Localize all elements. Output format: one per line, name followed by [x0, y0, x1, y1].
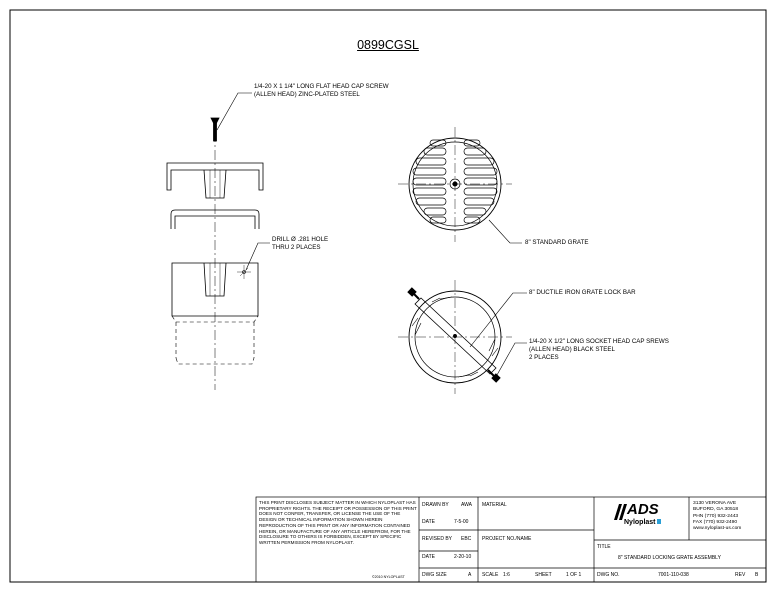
phone-line: PHN (770) 932-2443 — [693, 513, 739, 519]
title-label: TITLE — [597, 544, 611, 550]
nyloplast-logo-mark — [657, 519, 661, 524]
lock-bar-plan-view — [398, 280, 527, 394]
revised-by-value: EBC — [461, 536, 472, 542]
nyloplast-logo-name: Nyloplast — [624, 519, 656, 526]
grate-callout: 8" STANDARD GRATE — [525, 239, 589, 246]
socket-screw-callout — [529, 338, 669, 362]
material-label: MATERIAL — [482, 502, 507, 508]
sheet-value: 1 OF 1 — [566, 572, 582, 578]
ads-logo-mark — [614, 504, 627, 520]
company-address — [693, 501, 741, 532]
drawn-by-label: DRAWN BY — [422, 502, 449, 508]
grate-plan-view — [398, 127, 522, 243]
screw-callout-line2: (ALLEN HEAD) ZINC-PLATED STEEL — [254, 91, 360, 98]
fax-line: FAX (770) 932-2490 — [693, 519, 738, 525]
screw-callout-line1: 1/4-20 X 1 1/4" LONG FLAT HEAD CAP SCREW — [254, 83, 389, 90]
date2-label: DATE — [422, 554, 435, 560]
socket-callout-line3: 2 PLACES — [529, 354, 559, 361]
lock-bar-leader — [470, 293, 527, 347]
body-side — [172, 243, 270, 364]
nyloplast-logo-text — [624, 519, 661, 527]
socket-screw-bottom — [488, 370, 500, 382]
drill-callout — [272, 236, 328, 252]
date-value: 7-5-00 — [454, 519, 469, 525]
date-label: DATE — [422, 519, 435, 525]
dwg-no-value: 7001-110-038 — [658, 572, 689, 578]
disclaimer-text: THIS PRINT DISCLOSES SUBJECT MATTER IN WHICH NYLOPLAST HAS PROPRIETARY RIGHTS. THE RECEIPT OR POSSESSION OF THIS PRINT DOES NOT CONFER, TRANSFER, OR LICENSE THE USE OF THE DESIGN OR TECHNICAL INFORMATION SHOWN HEREIN REPRODUCTION OF THIS PRINT OR ANY INFORMATION CONTAINED HEREIN, OR MANUFACTURE OF ANY ARTICLE HEREFROM, FOR THE DISCLOSURE TO OTHERS IS FORBIDDEN, EXCEPT BY SPECIFIC WRITTEN PERMISSION FROM NYLOPLAST. — [259, 500, 417, 545]
dwg-no-label: DWG NO. — [597, 572, 620, 578]
title-value: 8" STANDARD LOCKING GRATE ASSEMBLY — [618, 555, 721, 561]
project-label: PROJECT NO./NAME — [482, 536, 532, 542]
revised-by-label: REVISED BY — [422, 536, 453, 542]
ads-logo-text: ADS — [627, 501, 659, 518]
grate-leader — [489, 220, 522, 243]
address-line1: 3130 VERONA AVE — [693, 501, 737, 506]
scale-value: 1:6 — [503, 572, 510, 578]
screw-callout — [254, 83, 389, 99]
sheet-label: SHEET — [535, 572, 552, 578]
socket-screw-top — [408, 288, 419, 299]
address-line2: BUFORD, GA 30518 — [693, 507, 739, 513]
rev-value: B — [755, 572, 759, 578]
socket-callout-line2: (ALLEN HEAD) BLACK STEEL — [529, 346, 615, 353]
flat-head-screw — [211, 118, 219, 141]
socket-callout-line1: 1/4-20 X 1/2" LONG SOCKET HEAD CAP SREWS — [529, 338, 669, 345]
drill-callout-line1: DRILL Ø .281 HOLE — [272, 236, 329, 243]
lock-bar-callout: 8" DUCTILE IRON GRATE LOCK BAR — [529, 289, 636, 296]
dwg-size-value: A — [468, 572, 472, 578]
scale-label: SCALE — [482, 572, 499, 578]
dwg-size-label: DWG SIZE — [422, 572, 447, 578]
date2-value: 2-20-10 — [454, 554, 472, 560]
drill-callout-line2: THRU 2 PLACES — [272, 244, 321, 251]
screw-leader — [217, 93, 252, 130]
socket-screw-leader — [497, 343, 527, 375]
web-line: www.nyloplast-us.com — [693, 526, 742, 532]
drawing-title: 0899CGSL — [357, 38, 419, 52]
rev-label: REV — [735, 572, 746, 578]
exploded-side-view — [167, 93, 270, 390]
copyright-text: ©2010 NYLOPLAST — [372, 575, 405, 579]
drawn-by-value: AWA — [461, 502, 473, 508]
